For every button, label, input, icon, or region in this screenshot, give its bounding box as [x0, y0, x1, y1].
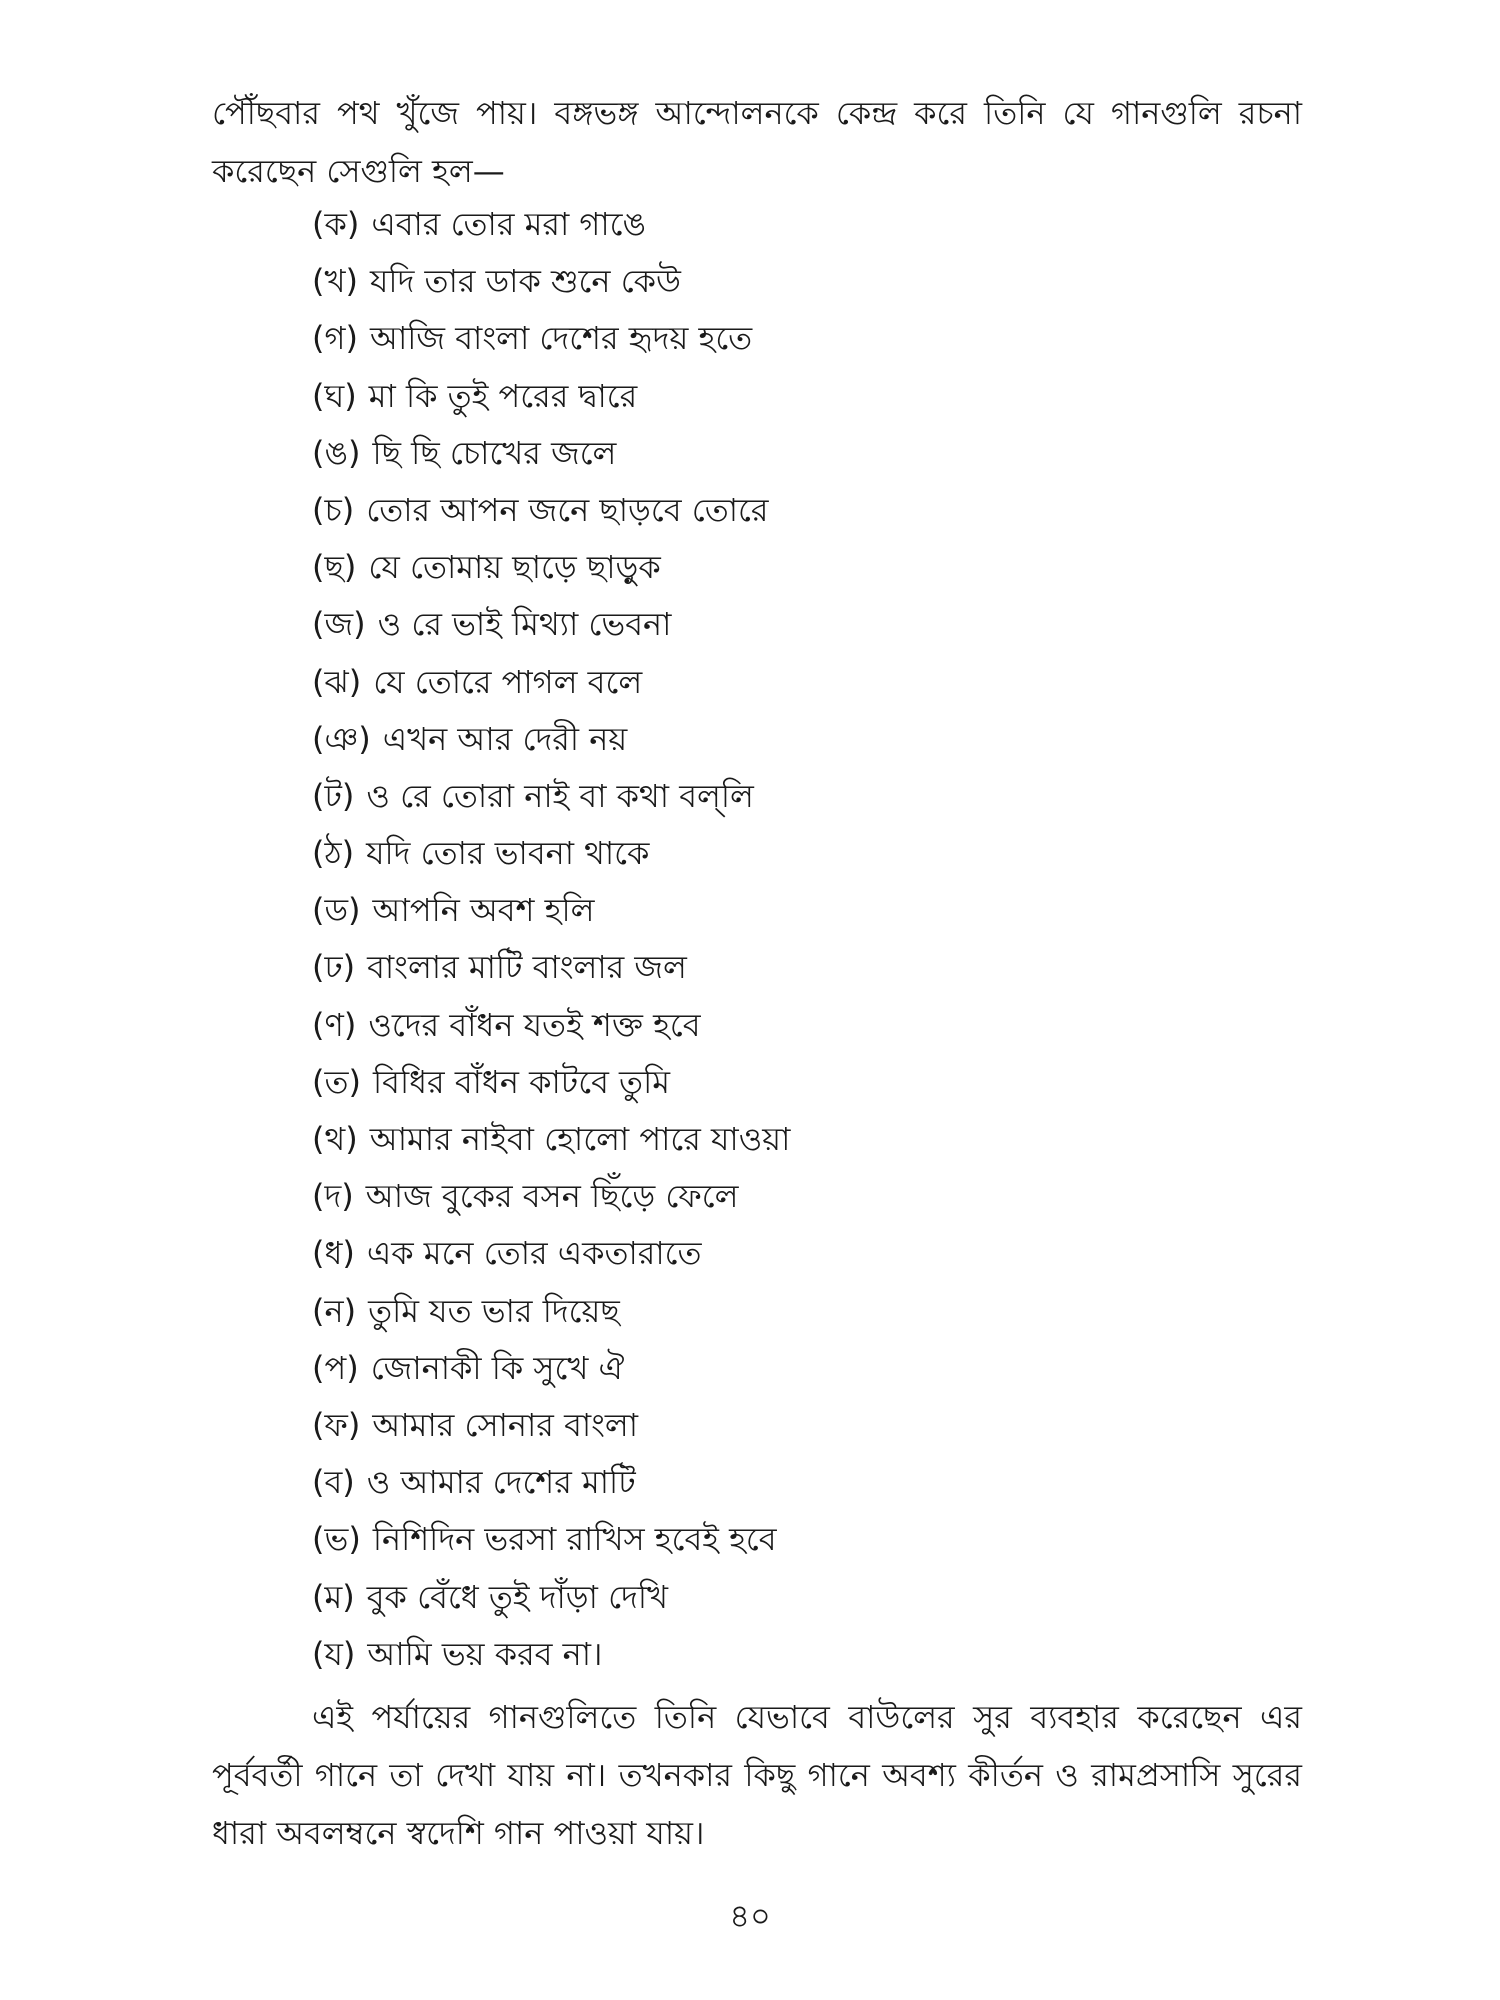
song-marker: (ড) — [312, 891, 361, 930]
song-list-item — [312, 310, 790, 367]
song-list-item — [312, 596, 790, 653]
song-title: যদি তার ডাক শুনে কেউ — [369, 262, 681, 301]
song-title: বুক বেঁধে তুই দাঁড়া দেখি — [366, 1577, 669, 1616]
song-marker: (ব) — [312, 1463, 355, 1502]
song-list-item — [312, 1111, 790, 1168]
song-title: ছি ছি চোখের জলে — [372, 433, 617, 472]
song-title: যে তোমায় ছাড়ে ছাড়ুক — [368, 548, 661, 587]
song-list-item — [312, 1225, 790, 1282]
song-title: এখন আর দেরী নয় — [382, 719, 628, 758]
song-list-item — [312, 1397, 790, 1454]
song-title: আমি ভয় করব না। — [367, 1634, 603, 1673]
song-marker: (ঠ) — [312, 834, 355, 873]
song-list-item — [312, 482, 790, 539]
song-title: বাংলার মাটি বাংলার জল — [367, 948, 687, 987]
closing-paragraph: এই পর্যায়ের গানগুলিতে তিনি যেভাবে বাউলের সুর ব্যবহার করেছেন এর পূর্ববর্তী গানে তা দেখা যায় না। তখনকার কিছু গানে অবশ্য কীর্তন ও রামপ্রসাসি সুরের ধারা অবলম্বনে স্বদেশি গান পাওয়া যায়। — [212, 1698, 1302, 1852]
song-list-item — [312, 711, 790, 768]
song-title: তুমি যত ভার দিয়েছ — [368, 1291, 620, 1330]
song-title: আপনি অবশ হলি — [372, 891, 595, 930]
song-list-item — [312, 368, 790, 425]
song-marker: (ন) — [312, 1291, 357, 1330]
song-list-item — [312, 1454, 790, 1511]
song-list-item — [312, 1168, 790, 1225]
song-marker: (ঝ) — [312, 662, 362, 701]
song-list-item — [312, 825, 790, 882]
song-list-item — [312, 1340, 790, 1397]
page-number: ৪০ — [729, 1897, 771, 1935]
song-list-item — [312, 1283, 790, 1340]
song-list-item — [312, 425, 790, 482]
song-marker: (ঢ) — [312, 948, 356, 987]
song-title: ওদের বাঁধন যতই শক্ত হবে — [368, 1005, 701, 1044]
song-marker: (ঘ) — [312, 376, 357, 415]
song-title: এক মনে তোর একতারাতে — [366, 1234, 702, 1273]
song-marker: (ভ) — [312, 1520, 361, 1559]
song-marker: (গ) — [312, 319, 358, 358]
song-marker: (থ) — [312, 1120, 358, 1158]
song-marker: (চ) — [312, 490, 355, 529]
song-list-item — [312, 997, 790, 1054]
song-list-item — [312, 1054, 790, 1111]
song-list-item — [312, 768, 790, 825]
song-marker: (ত) — [312, 1062, 361, 1101]
song-title: নিশিদিন ভরসা রাখিস হবেই হবে — [372, 1520, 777, 1559]
song-marker: (ফ) — [312, 1405, 361, 1444]
song-list-item — [312, 1626, 790, 1683]
song-marker: (ঞ) — [312, 719, 371, 758]
song-marker: (ম) — [312, 1577, 355, 1616]
song-title: যে তোরে পাগল বলে — [373, 662, 643, 701]
song-marker: (ট) — [312, 776, 355, 815]
song-list-item — [312, 1511, 790, 1568]
song-list-item — [312, 253, 790, 310]
song-list-item — [312, 939, 790, 996]
song-title: আমার সোনার বাংলা — [372, 1405, 639, 1444]
song-title: ও আমার দেশের মাটি — [366, 1463, 636, 1502]
song-list-item — [312, 882, 790, 939]
song-title: আমার নাইবা হোলো পারে যাওয়া — [369, 1120, 791, 1158]
song-title: এবার তোর মরা গাঙে — [371, 205, 647, 243]
intro-paragraph: পৌঁছবার পথ খুঁজে পায়। বঙ্গভঙ্গ আন্দোলনকে কেন্দ্র করে তিনি যে গানগুলি রচনা করেছেন সেগুলি হল— — [212, 94, 1302, 190]
song-marker: (য) — [312, 1634, 356, 1673]
song-marker: (ধ) — [312, 1234, 355, 1273]
song-marker: (খ) — [312, 262, 358, 301]
song-marker: (ণ) — [312, 1005, 357, 1044]
song-list-item — [312, 196, 790, 253]
song-marker: (জ) — [312, 605, 366, 644]
song-list-item — [312, 654, 790, 711]
song-list-item — [312, 539, 790, 596]
song-marker: (ছ) — [312, 548, 357, 587]
song-title: জোনাকী কি সুখে ঐ — [370, 1348, 625, 1387]
song-title: ও রে ভাই মিথ্যা ভেবনা — [377, 605, 672, 644]
song-title: আজ বুকের বসন ছিঁড়ে ফেলে — [365, 1177, 739, 1216]
song-list-item — [312, 1569, 790, 1626]
song-marker: (প) — [312, 1348, 359, 1387]
song-title: যদি তোর ভাবনা থাকে — [366, 834, 650, 873]
song-title: ও রে তোরা নাই বা কথা বল্‌লি — [366, 776, 754, 815]
song-marker: (ক) — [312, 205, 360, 243]
song-title: মা কি তুই পরের দ্বারে — [368, 376, 638, 415]
song-title: তোর আপন জনে ছাড়বে তোরে — [366, 490, 769, 529]
song-list — [312, 196, 790, 1683]
song-marker: (ঙ) — [312, 433, 361, 472]
song-title: আজি বাংলা দেশের হৃদয় হতে — [369, 319, 753, 358]
song-title: বিধির বাঁধন কাটবে তুমি — [372, 1062, 670, 1101]
song-marker: (দ) — [312, 1177, 354, 1216]
